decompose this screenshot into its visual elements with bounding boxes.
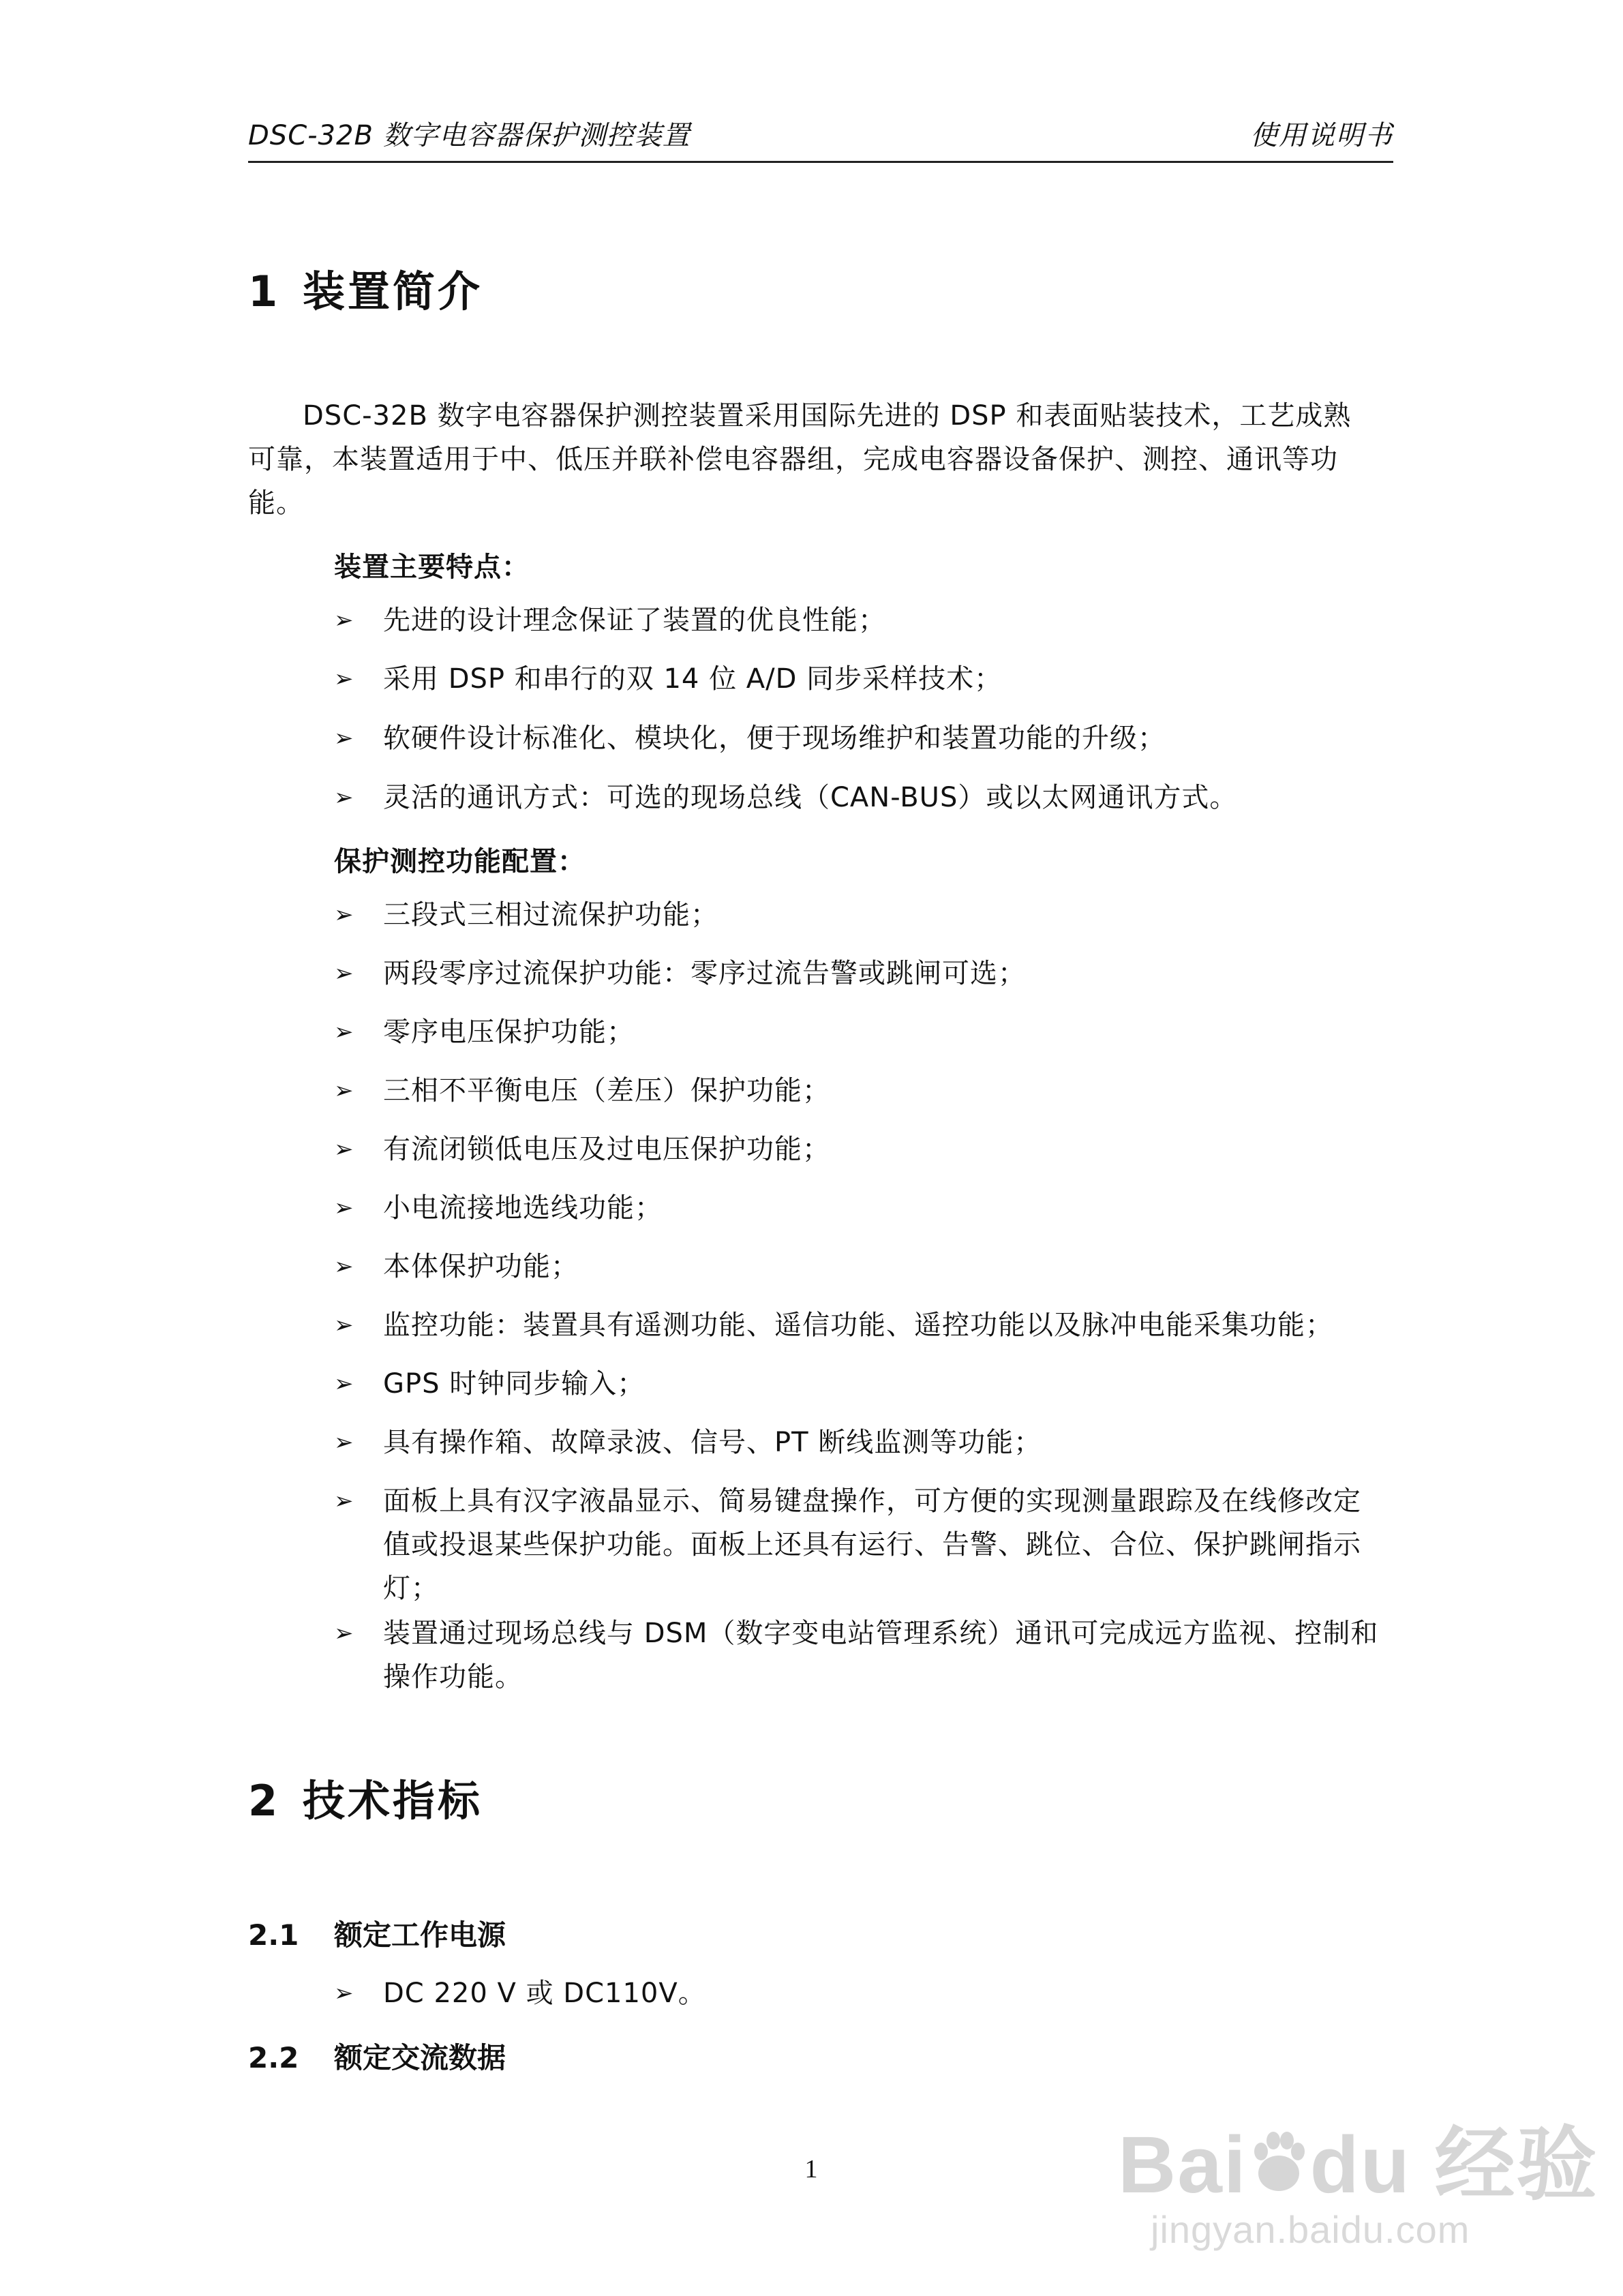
bullet-arrow-icon: ➢: [334, 725, 354, 752]
subsection-2-2-heading: [248, 2036, 506, 2076]
bullet-arrow-icon: ➢: [334, 1136, 354, 1163]
subsection-2-1-heading: [248, 1913, 506, 1954]
bullet-arrow-icon: ➢: [334, 665, 354, 693]
page-header: [248, 109, 1393, 163]
functions-heading: 保护测控功能配置：: [334, 846, 586, 877]
bullet-arrow-icon: ➢: [334, 1077, 354, 1104]
bullet-arrow-icon: ➢: [334, 960, 354, 987]
section-2-heading: [248, 1767, 483, 1828]
function-item: ➢ 本体保护功能；: [334, 1245, 1384, 1288]
function-item: ➢ 三段式三相过流保护功能；: [334, 893, 1384, 937]
section-1-number: 1: [248, 267, 278, 316]
page-number: 1: [804, 2155, 818, 2184]
section-2-title: 技术指标: [303, 1776, 483, 1826]
subsection-2-1-title: 额定工作电源: [334, 1918, 506, 1952]
function-item: ➢ 具有操作箱、故障录波、信号、PT 断线监测等功能；: [334, 1421, 1384, 1464]
bullet-arrow-icon: ➢: [334, 901, 354, 928]
bullet-arrow-icon: ➢: [334, 1620, 354, 1647]
bullet-arrow-icon: ➢: [334, 784, 354, 811]
section-2-number: 2: [248, 1776, 278, 1826]
baidu-logo: Bai du 经验: [1118, 2120, 1598, 2210]
intro-paragraph: DSC-32B 数字电容器保护测控装置采用国际先进的 DSP 和表面贴装技术，工艺成熟可靠，本装置适用于中、低压并联补偿电容器组，完成电容器设备保护、测控、通讯等功能。: [248, 400, 1352, 519]
feature-item: ➢ 灵活的通讯方式：可选的现场总线（CAN-BUS）或以太网通讯方式。: [334, 776, 1384, 819]
power-supply-item: ➢ DC 220 V 或 DC110V。: [334, 1972, 1384, 2015]
function-item: ➢ 小电流接地选线功能；: [334, 1186, 1384, 1230]
function-item: ➢ 面板上具有汉字液晶显示、简易键盘操作，可方便的实现测量跟踪及在线修改定值或投退某些保护功能。面板上还具有运行、告警、跳位、合位、保护跳闸指示灯；: [334, 1479, 1384, 1610]
bullet-arrow-icon: ➢: [334, 1018, 354, 1046]
subsection-2-2-number: 2.2: [248, 2041, 299, 2074]
bullet-arrow-icon: ➢: [334, 1312, 354, 1339]
bullet-arrow-icon: ➢: [334, 1429, 354, 1456]
bullet-arrow-icon: ➢: [334, 1980, 354, 2007]
baidu-jingyan-watermark: [1118, 2100, 1598, 2263]
bullet-arrow-icon: ➢: [334, 1253, 354, 1280]
features-heading: 装置主要特点：: [334, 552, 530, 583]
function-item: ➢ 零序电压保护功能；: [334, 1010, 1384, 1054]
section-1-heading: [248, 258, 483, 318]
function-item: ➢ 装置通过现场总线与 DSM（数字变电站管理系统）通讯可完成远方监视、控制和操作功能。: [334, 1612, 1384, 1699]
feature-item: ➢ 软硬件设计标准化、模块化，便于现场维护和装置功能的升级；: [334, 716, 1384, 760]
header-manual-label: 使用说明书: [1250, 120, 1393, 151]
section-1-title: 装置简介: [303, 267, 483, 316]
baidu-paw-icon: [1247, 2128, 1310, 2196]
subsection-2-1-number: 2.1: [248, 1918, 299, 1952]
subsection-2-2-title: 额定交流数据: [334, 2041, 506, 2074]
feature-item: ➢ 先进的设计理念保证了装置的优良性能；: [334, 599, 1384, 642]
feature-item: ➢ 采用 DSP 和串行的双 14 位 A/D 同步采样技术；: [334, 657, 1384, 701]
bullet-arrow-icon: ➢: [334, 607, 354, 634]
function-item: ➢ 监控功能：装置具有遥测功能、遥信功能、遥控功能以及脉冲电能采集功能；: [334, 1303, 1384, 1347]
function-item: ➢ 三相不平衡电压（差压）保护功能；: [334, 1069, 1384, 1113]
function-item: ➢ 两段零序过流保护功能：零序过流告警或跳闸可选；: [334, 952, 1384, 995]
bullet-arrow-icon: ➢: [334, 1370, 354, 1398]
bullet-arrow-icon: ➢: [334, 1194, 354, 1222]
function-item: ➢ GPS 时钟同步输入；: [334, 1362, 1384, 1406]
watermark-url: jingyan.baidu.com: [1151, 2208, 1470, 2251]
bullet-arrow-icon: ➢: [334, 1487, 354, 1515]
function-item: ➢ 有流闭锁低电压及过电压保护功能；: [334, 1128, 1384, 1171]
header-document-title: DSC-32B 数字电容器保护测控装置: [248, 120, 691, 151]
